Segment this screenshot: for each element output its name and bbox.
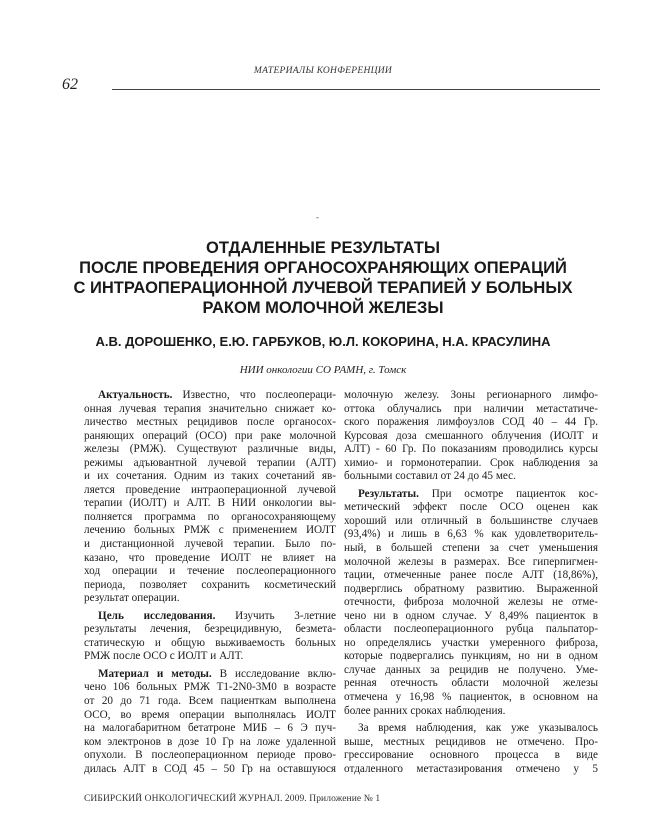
running-header: МАТЕРИАЛЫ КОНФЕРЕНЦИИ	[253, 66, 393, 76]
text-line: отечности, фиброза молочной железы не отме-	[344, 596, 598, 609]
text-line: отдаленного метастазирования отмечено у 5	[344, 762, 598, 775]
text-line: терапии (ИОЛТ) и АЛТ. В НИИ онкологии вы-	[84, 497, 336, 510]
text-line: молочную железу. Зоны регионарного лимфо-	[344, 389, 598, 401]
text-line: выше, местных рецидивов не отмечено. Про-	[344, 735, 598, 748]
text-line: периода, позволяет сохранить косметический	[84, 578, 336, 591]
text-line: области послеоперационного рубца пальпатор-	[344, 623, 598, 636]
section-heading: Результаты.	[358, 487, 419, 500]
text-line: РМЖ после ОСО с ИОЛТ и АЛТ.	[84, 650, 244, 663]
text-line: статическую и общую выживаемость больных	[84, 636, 336, 649]
text-line: более ранних сроках наблюдения.	[344, 704, 506, 717]
text-line: ренная отечность области молочной железы	[344, 677, 598, 690]
text-line: За время наблюдения, как уже указывалось	[358, 722, 598, 735]
section-heading: Материал и методы.	[98, 667, 212, 680]
text-line: которые подвергались пункциям, но ни в одном	[344, 650, 598, 663]
text-line: ком электронов в дозе 10 Гр на ложе удаленной	[84, 735, 336, 748]
text-line: хороший или отличный в большинстве случаев	[344, 514, 598, 527]
page-number: 62	[62, 76, 78, 93]
text-line: тации, отмеченные ранее после АЛТ (18,86%),	[344, 569, 598, 582]
text-line: но определялись участки умеренного фиброза,	[344, 636, 598, 649]
section-heading: Цель исследования.	[98, 609, 216, 622]
text-line: раняющих операций (ОСО) при раке молочной	[84, 429, 336, 442]
text-line: больными составил от 24 до 45 мес.	[344, 470, 516, 483]
header-rule	[112, 89, 600, 90]
text-line: отмечена у 16,98 % пациенток, в основном на	[344, 691, 598, 704]
title-line: ОТДАЛЕННЫЕ РЕЗУЛЬТАТЫ	[205, 239, 441, 257]
text-line: метический эффект после ОСО оценен как	[344, 501, 598, 514]
text-line: случае данных за рецидив не получено. Уме-	[344, 663, 598, 676]
text-line: подверглись обратному развитию. Выраженной	[344, 582, 598, 595]
text-line: режимы адъювантной лучевой терапии (АЛТ)	[84, 456, 336, 469]
text-line: (93,4%) и лишь в 6,63 % как удовлетворитель-	[344, 528, 598, 541]
text-line: оттока облучались при наличии метастатиче-	[344, 402, 598, 415]
text-line: ход операции и течение послеоперационного	[84, 565, 336, 578]
text-line: и их сочетания. Одним из таких сочетаний яв-	[84, 470, 336, 483]
text-line: химио- и гормонотерапии. Срок наблюдения за	[344, 456, 598, 469]
text-line: ляется проведение интраоперационной лучевой	[84, 483, 336, 496]
title-line: РАКОМ МОЛОЧНОЙ ЖЕЛЕЗЫ	[202, 299, 444, 317]
text-line: онная лучевая терапия значительно снижает ко-	[84, 402, 336, 415]
left-column	[84, 389, 336, 776]
section-heading: Актуальность.	[98, 389, 173, 401]
text-line: ный, в большей степени за счет уменьшения	[344, 542, 598, 555]
title-line: С ИНТРАОПЕРАЦИОННОЙ ЛУЧЕВОЙ ТЕРАПИЕЙ У БОЛЬНЫХ	[73, 279, 573, 297]
text-line: чено ни в одном случае. У 8,49% пациенток в	[344, 609, 598, 622]
paragraph-first-line: Результаты. При осмотре пациенток кос-	[358, 487, 598, 500]
text-line: и дистанционной лучевой терапии. Было по-	[84, 538, 336, 551]
text-line: личество местных рецидивов после органосох-	[84, 416, 336, 429]
title-line: ПОСЛЕ ПРОВЕДЕНИЯ ОРГАНОСОХРАНЯЮЩИХ ОПЕРАЦИЙ	[79, 259, 567, 277]
paragraph-first-line: Актуальность. Известно, что послеопераци-	[98, 389, 336, 401]
text-line: молочной железы в размерах. Все гиперпигмен-	[344, 555, 598, 568]
article-title	[0, 238, 646, 318]
paragraph-first-line: Цель исследования. Изучить 3-летние	[98, 609, 336, 622]
text-line: АЛТ) - 60 Гр. По показаниям проводились курсы	[344, 443, 598, 456]
separator-mark: -	[316, 212, 319, 222]
affiliation: НИИ онкологии СО РАМН, г. Томск	[239, 364, 407, 376]
text-line: результаты лечения, безрецидивную, безмета-	[84, 623, 336, 636]
text-line: опухоли. В послеоперационном периоде прово-	[84, 749, 336, 762]
text-line: лечению больных РМЖ с применением ИОЛТ	[84, 524, 336, 537]
right-column	[344, 389, 598, 776]
text-line: ОСО, во время операции выполнялась ИОЛТ	[84, 708, 336, 721]
text-line: чено 106 больных РМЖ T1-2N0-3M0 в возрасте	[84, 681, 336, 694]
text-line: результат операции.	[84, 592, 180, 605]
text-line: дилась АЛТ в СОД 45 – 50 Гр на оставшуюся	[84, 762, 336, 775]
text-line: полняется программа по органосохраняющему	[84, 510, 336, 523]
text-line: ского поражения лимфоузлов СОД 40 – 44 Гр.	[344, 416, 598, 429]
text-line: казано, что проведение ИОЛТ не влияет на	[84, 551, 336, 564]
paragraph-first-line: Материал и методы. В исследование вклю-	[98, 667, 336, 680]
journal-footer: СИБИРСКИЙ ОНКОЛОГИЧЕСКИЙ ЖУРНАЛ. 2009. Приложение № 1	[84, 794, 381, 804]
authors: А.В. ДОРОШЕНКО, Е.Ю. ГАРБУКОВ, Ю.Л. КОКОРИНА, Н.А. КРАСУЛИНА	[95, 334, 551, 349]
text-line: на малогабаритном бетатроне МИБ – 6 Э пуч-	[84, 722, 336, 735]
text-line: Курсовая доза смешанного облучения (ИОЛТ и	[344, 429, 598, 442]
text-line: от 20 до 71 года. Всем пациенткам выполнена	[84, 695, 336, 708]
text-line: железы (РМЖ). Существуют различные виды,	[84, 443, 336, 456]
text-line: грессирование основного процесса в виде	[344, 749, 598, 762]
